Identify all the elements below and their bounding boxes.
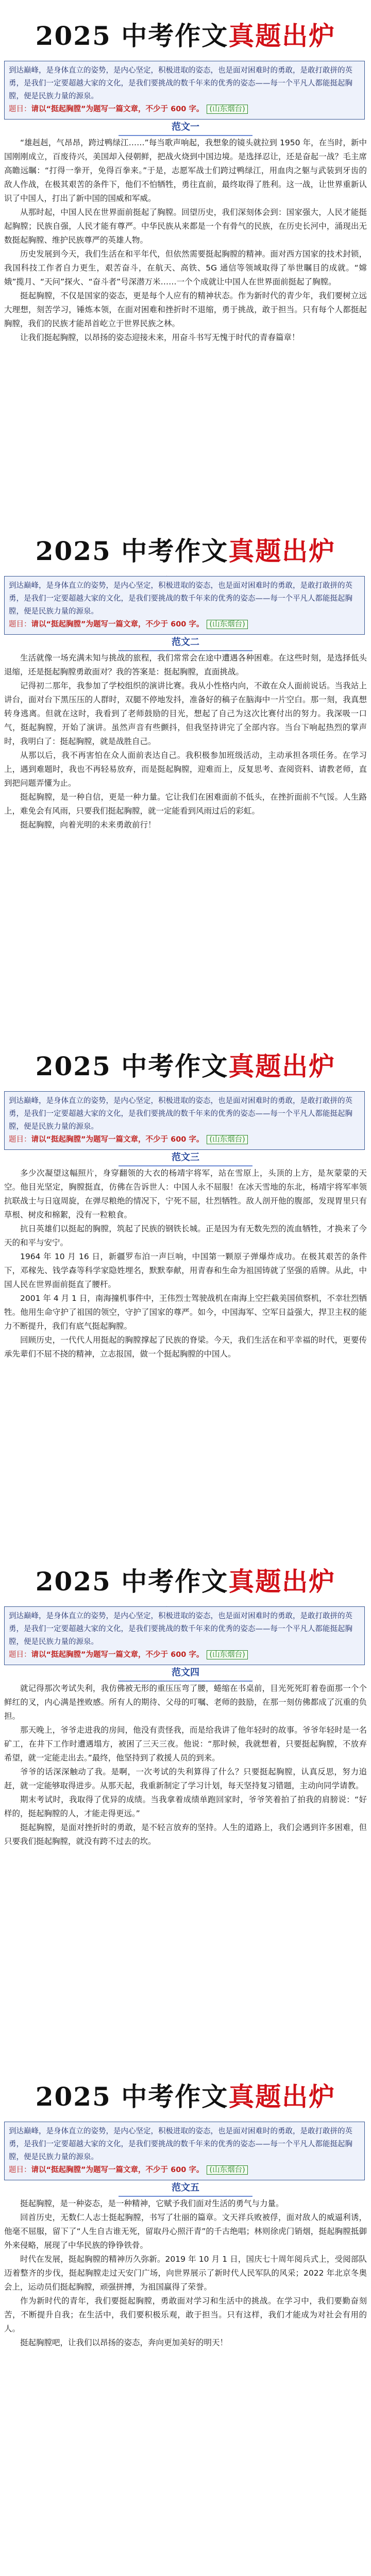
essay-body: [4, 136, 367, 345]
prompt-text: 到达巅峰，是身体直立的姿势，是内心坚定，积极进取的姿态，也是面对困难时的勇敢，是敢打敢拼的英勇，是我们一定要超越大家的文化，是我们要挑战的数千年来的优秀的姿态——每一个平凡人都能挺起胸膛，便是民族力量的源泉。: [9, 66, 352, 100]
essay-paragraph: 挺起胸膛，不仅是国家的姿态，更是每个人应有的精神状态。作为新时代的青少年，我们要树立远大理想，刻苦学习，锤炼本领，在面对困难和挫折时不退缩，勇于挑战，敢于担当。只有每个人都挺起胸膛，我们的民族才能昂首屹立于世界民族之林。: [4, 291, 367, 328]
essay-paragraph: 挺起胸膛吧，让我们以昂扬的姿态，奔向更加美好的明天！: [20, 2338, 228, 2347]
prompt-label: 题目：: [9, 2166, 31, 2174]
essay-paragraph: 期末考试时，我取得了优异的成绩。当我拿着成绩单跑回家时，爷爷笑着拍了拍我的肩膀说：“好样的，挺起胸膛的人，才能走得更远。”: [4, 1795, 367, 1818]
prompt-box: [4, 576, 365, 635]
essay-paragraph: 挺起胸膛，是面对挫折时的勇敢，是不轻言放弃的坚持。人生的道路上，我们会遇到许多困难，但只要我们挺起胸膛，就没有跨不过去的坎。: [4, 1823, 367, 1846]
essay-paragraph: 记得初二那年，我参加了学校组织的演讲比赛。我从小性格内向，不敢在众人面前说话。当我站上讲台，面对台下黑压压的人群时，双腿不停地发抖，准备好的稿子在脑海中一片空白。那一刻，我真想转身逃离。但就在这时，我看到了老师鼓励的目光，想起了自己为这次比赛付出的努力。我深吸一口气，挺起胸膛，开始了演讲。虽然声音有些颤抖，但我坚持讲完了全部内容。当台下响起热烈的掌声时，我明白了：挺起胸膛，就是战胜自己。: [4, 681, 367, 746]
page-headline: 2025 中考作文真题出炉: [35, 1566, 336, 1597]
prompt-requirement: 请以“挺起胸膛”为题写一篇文章，不少于 600 字。: [31, 2166, 204, 2174]
essay-body: [4, 1682, 367, 1849]
prompt-label: 题目：: [9, 105, 31, 113]
essay-body: [4, 2197, 367, 2350]
prompt-source: (山东烟台): [207, 1135, 247, 1144]
page-headline: 2025 中考作文真题出炉: [35, 21, 336, 51]
prompt-box: [4, 61, 365, 120]
page-headline: 2025 中考作文真题出炉: [35, 1051, 336, 1081]
essay-paragraph: 挺起胸膛，向着光明的未来勇敢前行！: [20, 820, 156, 829]
essay-title: 范文一: [0, 120, 371, 136]
essay-title: 范文二: [0, 635, 371, 651]
essay-paragraph: 爷爷的话深深触动了我。是啊，一次考试的失利算得了什么？只要挺起胸膛，认真反思，努力追赶，就一定能够取得进步。从那天起，我重新制定了学习计划，每天坚持复习错题，主动向同学请教。: [4, 1767, 367, 1790]
prompt-text: 到达巅峰，是身体直立的姿势，是内心坚定，积极进取的姿态，也是面对困难时的勇敢，是敢打敢拼的英勇，是我们一定要超越大家的文化，是我们要挑战的数千年来的优秀的姿态——每一个平凡人都能挺起胸膛，便是民族力量的源泉。: [9, 1097, 352, 1131]
prompt-text: 到达巅峰，是身体直立的姿势，是内心坚定，积极进取的姿态，也是面对困难时的勇敢，是敢打敢拼的英勇，是我们一定要超越大家的文化，是我们要挑战的数千年来的优秀的姿态——每一个平凡人都能挺起胸膛，便是民族力量的源泉。: [9, 1612, 352, 1646]
essay-title: 范文三: [0, 1150, 371, 1166]
essay-paragraph: 多少次凝望这幅照片，身穿翻领的大衣的杨靖宇将军，站在雪原上，头顶的上方，是灰蒙蒙的天空。他目光坚定，胸膛挺直，仿佛在告诉世人：中国人永不屈服！在冰天雪地的东北，杨靖宇将军率领抗联战士与日寇周旋，在弹尽粮绝的情况下，宁死不屈，壮烈牺牲。敌人剖开他的腹部，发现胃里只有草根、树皮和棉絮，没有一粒粮食。: [4, 1168, 367, 1219]
essay-paragraph: 挺起胸膛，是一种自信，更是一种力量。它让我们在困难面前不低头，在挫折面前不气馁。人生路上，难免会有风雨，只要我们挺起胸膛，就一定能看到风雨过后的彩虹。: [4, 792, 367, 816]
page-headline: 2025 中考作文真题出炉: [35, 2081, 336, 2112]
prompt-requirement: 请以“挺起胸膛”为题写一篇文章，不少于 600 字。: [31, 620, 204, 629]
prompt-source: (山东烟台): [207, 620, 247, 629]
essay-paragraph: 历史发展到今天，我们生活在和平年代，但依然需要挺起胸膛的精神。面对西方国家的技术封锁，我国科技工作者自力更生，艰苦奋斗，在航天、高铁、5G 通信等领域取得了举世瞩目的成就。“嫦娥”揽月、“天问”探火、“奋斗者”号深潜万米……一个个成就让中国人在世界面前挺起了胸膛。: [4, 249, 367, 286]
essay-paragraph: 1964 年 10 月 16 日，新疆罗布泊一声巨响，中国第一颗原子弹爆炸成功。在极其艰苦的条件下，邓稼先、钱学森等科学家隐姓埋名，默默奉献，用青春和生命为祖国铸就了坚强的盾牌。从此，中国人民在世界面前挺直了腰杆。: [4, 1252, 367, 1289]
essay-paragraph: 回顾历史，一代代人用挺起的胸膛撑起了民族的脊梁。今天，我们生活在和平幸福的时代，更要传承先辈们不屈不挠的精神，立志报国，做一个挺起胸膛的中国人。: [4, 1335, 367, 1359]
prompt-box: [4, 2122, 365, 2180]
essay-paragraph: 抗日英雄们以挺起的胸膛，筑起了民族的钢铁长城。正是因为有无数先烈的流血牺牲，才换来了今天的和平与安宁。: [4, 1224, 367, 1247]
prompt-text: 到达巅峰，是身体直立的姿势，是内心坚定，积极进取的姿态，也是面对困难时的勇敢，是敢打敢拼的英勇，是我们一定要超越大家的文化，是我们要挑战的数千年来的优秀的姿态——每一个平凡人都能挺起胸膛，便是民族力量的源泉。: [9, 2127, 352, 2161]
essay-paragraph: 挺起胸膛，是一种姿态，是一种精神，它赋予我们面对生活的勇气与力量。: [20, 2199, 284, 2208]
prompt-source: (山东烟台): [207, 2165, 247, 2175]
prompt-requirement: 请以“挺起胸膛”为题写一篇文章，不少于 600 字。: [31, 1651, 204, 1659]
essay-paragraph: 从那以后，我不再害怕在众人面前表达自己。我积极参加班级活动，主动承担各项任务。在学习上，遇到难题时，我也不再轻易放弃，而是挺起胸膛，迎难而上，反复思考、查阅资料、请教老师，直到把问题弄懂为止。: [4, 751, 367, 788]
essay-title: 范文五: [0, 2180, 371, 2197]
essay-paragraph: 那天晚上，爷爷走进我的房间，他没有责怪我，而是给我讲了他年轻时的故事。爷爷年轻时是一名矿工，在井下工作时遭遇塌方，被困了三天三夜。他说：“那时候，我就想着，只要挺起胸膛，不放弃希望，就一定能走出去。”最终，他坚持到了救援人员的到来。: [4, 1725, 367, 1762]
prompt-requirement: 请以“挺起胸膛”为题写一篇文章，不少于 600 字。: [31, 105, 204, 113]
prompt-label: 题目：: [9, 1651, 31, 1659]
essay-paragraph: “雄赳赳，气昂昂，跨过鸭绿江……”每当歌声响起，我想象的镜头就拉到 1950 年，在当时，新中国刚刚成立，百废待兴，美国却入侵朝鲜，把战火烧到中国边境。是选择忍让，还是奋起一战？毛主席高瞻远瞩：“打得一拳开，免得百拳来。”于是，志愿军战士们跨过鸭绿江，用血肉之躯与武装到牙齿的敌人作战，在极其艰苦的条件下，他们不怕牺牲，勇往直前，最终取得了胜利。这一战，让世界重新认识了中国人，打出了新中国的国威和军威。: [4, 138, 367, 203]
essay-paragraph: 生活就像一场充满未知与挑战的旅程，我们常常会在途中遭遇各种困难。在这些时刻，是选择低头退缩，还是挺起胸膛勇敢面对？我的答案是：挺起胸膛，直面挑战。: [4, 653, 367, 676]
page-headline: 2025 中考作文真题出炉: [35, 536, 336, 566]
prompt-requirement: 请以“挺起胸膛”为题写一篇文章，不少于 600 字。: [31, 1136, 204, 1144]
essay-paragraph: 回首历史，无数仁人志士挺起胸膛，书写了壮丽的篇章。文天祥兵败被俘，面对敌人的威逼利诱，他毫不屈服，留下了“人生自古谁无死，留取丹心照汗青”的千古绝唱；林则徐虎门销烟，挺起胸膛抵御外来侵略，展现了中华民族的铮铮铁骨。: [4, 2213, 367, 2250]
prompt-text: 到达巅峰，是身体直立的姿势，是内心坚定，积极进取的姿态，也是面对困难时的勇敢，是敢打敢拼的英勇，是我们一定要超越大家的文化，是我们要挑战的数千年来的优秀的姿态——每一个平凡人都能挺起胸膛，便是民族力量的源泉。: [9, 582, 352, 616]
essay-paragraph: 让我们挺起胸膛，以昂扬的姿态迎接未来，用奋斗书写无愧于时代的青春篇章！: [20, 333, 300, 342]
prompt-source: (山东烟台): [207, 1650, 247, 1659]
essay-paragraph: 作为新时代的青年，我们要挺起胸膛，勇敢面对学习和生活中的挑战。在学习中，我们要勤奋刻苦，不断提升自我；在生活中，我们要积极乐观，敢于担当。只有这样，我们才能成为对社会有用的人。: [4, 2296, 367, 2333]
essay-body: [4, 651, 367, 832]
essay-body: [4, 1166, 367, 1361]
prompt-label: 题目：: [9, 1136, 31, 1144]
prompt-label: 题目：: [9, 620, 31, 629]
prompt-box: [4, 1606, 365, 1665]
essay-title: 范文四: [0, 1665, 371, 1682]
essay-paragraph: 就记得那次考试失利，我仿佛被无形的重压压弯了腰，蜷缩在书桌前，目光死死盯着卷面那一个个鲜红的叉，内心满是挫败感。所有人的期待、父母的叮嘱、老师的鼓励，在那一刻仿佛都成了沉重的负担。: [4, 1684, 367, 1721]
essay-paragraph: 时代在发展，挺起胸膛的精神历久弥新。2019 年 10 月 1 日，国庆七十周年阅兵式上，受阅部队迈着整齐的步伐，挺起胸膛走过天安门广场，向世界展示了新时代人民军队的风采；2022 年北京冬奥会上，运动员们挺起胸膛，顽强拼搏，为祖国赢得了荣誉。: [4, 2255, 367, 2292]
prompt-source: (山东烟台): [207, 105, 247, 114]
essay-paragraph: 从那时起，中国人民在世界面前挺起了胸膛。回望历史，我们深刻体会到：国家强大，人民才能挺起胸膛；民族自强，人民才能有尊严。中华民族从来都是一个有骨气的民族，在历史长河中，涌现出无数挺起胸膛、维护民族尊严的英雄人物。: [4, 208, 367, 245]
essay-paragraph: 2001 年 4 月 1 日，南海撞机事件中，王伟烈士驾驶战机在南海上空拦截美国侦察机，不幸壮烈牺牲。他用生命守护了祖国的领空，守护了国家的尊严。如今，中国海军、空军日益强大，捍卫主权的能力不断提升，我们有底气挺起胸膛。: [4, 1294, 367, 1331]
prompt-box: [4, 1091, 365, 1150]
